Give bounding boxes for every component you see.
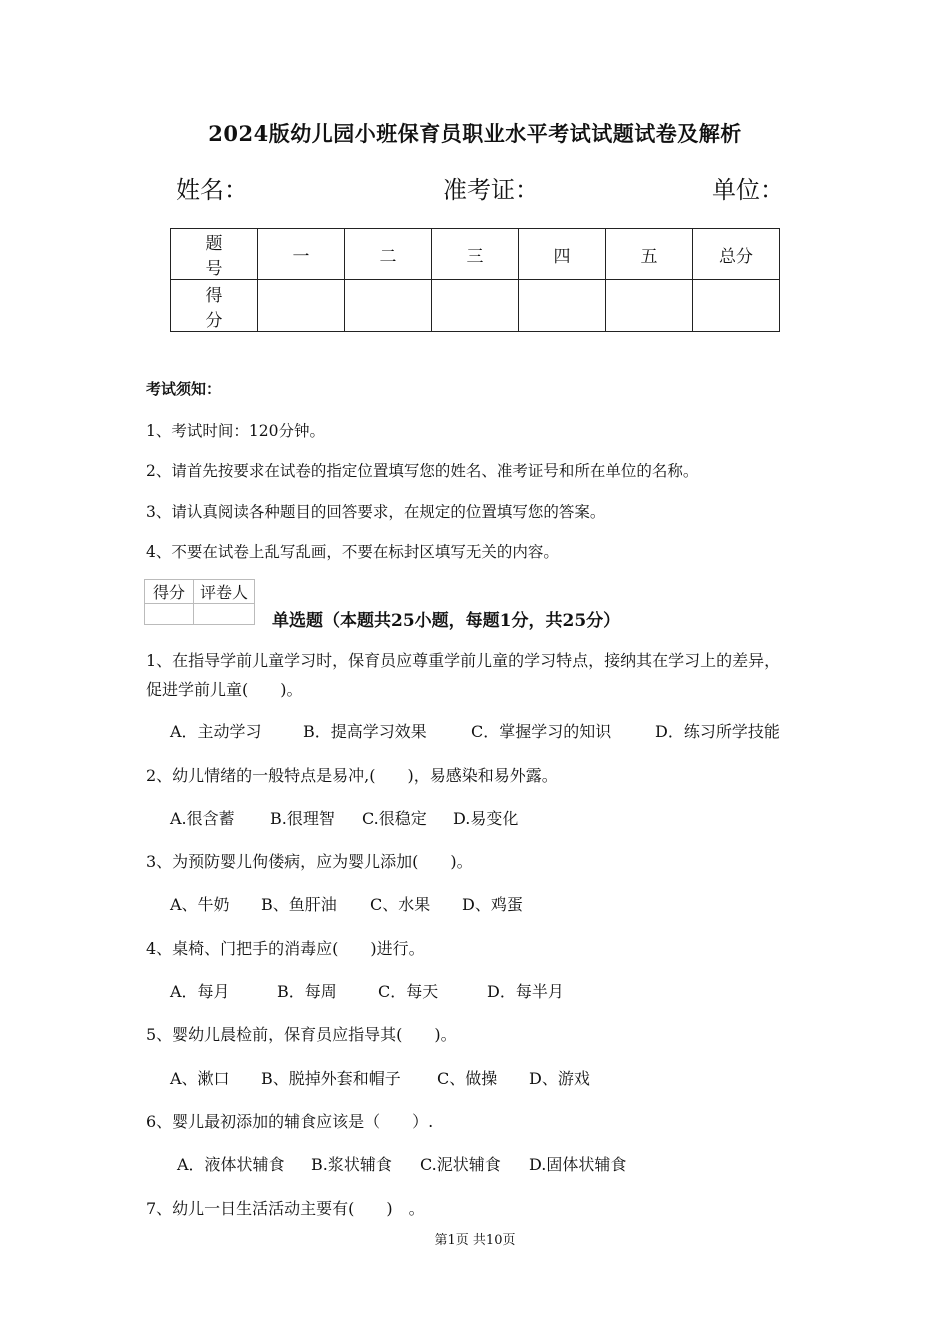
section-header-2: 二 (345, 229, 432, 280)
option-b[interactable]: B．每周 (277, 982, 337, 1001)
section-header-5: 五 (606, 229, 693, 280)
question-stem: 4、桌椅、门把手的消毒应( )进行。 (146, 939, 425, 958)
option-a[interactable]: A.很含蓄 (170, 809, 235, 828)
option-b[interactable]: B.浆状辅食 (311, 1155, 392, 1174)
question-stem: 5、婴幼儿晨检前，保育员应指导其( )。 (146, 1025, 457, 1044)
notice-item: 2、请首先按要求在试卷的指定位置填写您的姓名、准考证号和所在单位的名称。 (146, 462, 699, 480)
option-c[interactable]: C.泥状辅食 (420, 1155, 501, 1174)
score-cell-2[interactable] (345, 280, 432, 332)
option-d[interactable]: D.固体状辅食 (529, 1155, 627, 1174)
document-title: 2024版幼儿园小班保育员职业水平考试试题试卷及解析 (208, 121, 742, 146)
section-header-3: 三 (432, 229, 519, 280)
score-table-header-row (171, 229, 780, 280)
score-row-label: 得 分 (171, 280, 258, 332)
grader-name-label: 评卷人 (194, 580, 255, 604)
total-score-header: 总分 (693, 229, 780, 280)
option-a[interactable]: A、漱口 (170, 1069, 230, 1088)
page-footer: 第1页 共10页 (434, 1233, 516, 1248)
notice-item: 1、考试时间：120分钟。 (146, 422, 325, 440)
name-field-label: 姓名： (176, 176, 248, 204)
question-stem: 3、为预防婴儿佝偻病，应为婴儿添加( )。 (146, 852, 473, 871)
question-number-label: 题 号 (171, 229, 258, 280)
option-b[interactable]: B、脱掉外套和帽子 (261, 1069, 401, 1088)
section-header-1: 一 (258, 229, 345, 280)
question-stem: 2、幼儿情绪的一般特点是易冲,( )，易感染和易外露。 (146, 766, 558, 785)
grader-name-cell[interactable] (194, 604, 255, 625)
option-b[interactable]: B．提高学习效果 (303, 722, 427, 741)
option-d[interactable]: D．练习所学技能 (655, 722, 780, 741)
question-stem: 1、在指导学前儿童学习时，保育员应尊重学前儿童的学习特点，接纳其在学习上的差异， (146, 651, 781, 670)
option-a[interactable]: A．主动学习 (170, 722, 262, 741)
option-c[interactable]: C．每天 (378, 982, 439, 1001)
option-a[interactable]: A．液体状辅食 (177, 1155, 285, 1174)
score-cell-1[interactable] (258, 280, 345, 332)
option-c[interactable]: C、做操 (437, 1069, 498, 1088)
question-stem: 7、幼儿一日生活活动主要有( ) 。 (146, 1199, 425, 1218)
score-cell-4[interactable] (519, 280, 606, 332)
notice-item: 3、请认真阅读各种题目的回答要求，在规定的位置填写您的答案。 (146, 503, 606, 521)
option-a[interactable]: A．每月 (170, 982, 230, 1001)
option-c[interactable]: C、水果 (370, 895, 431, 914)
section-header-4: 四 (519, 229, 606, 280)
option-d[interactable]: D．每半月 (487, 982, 564, 1001)
option-a[interactable]: A、牛奶 (170, 895, 230, 914)
section-title: 单选题（本题共25小题，每题1分，共25分） (272, 611, 621, 631)
unit-field-label: 单位： (712, 176, 784, 204)
option-c[interactable]: C．掌握学习的知识 (471, 722, 612, 741)
option-d[interactable]: D、鸡蛋 (462, 895, 523, 914)
score-cell-3[interactable] (432, 280, 519, 332)
option-b[interactable]: B、鱼肝油 (261, 895, 337, 914)
option-d[interactable]: D.易变化 (453, 809, 519, 828)
exam-id-field-label: 准考证： (443, 176, 539, 204)
score-cell-total[interactable] (693, 280, 780, 332)
option-d[interactable]: D、游戏 (529, 1069, 590, 1088)
grader-score-label: 得分 (145, 580, 194, 604)
score-cell-5[interactable] (606, 280, 693, 332)
notice-heading: 考试须知： (146, 380, 222, 398)
question-stem-continued: 促进学前儿童( )。 (146, 680, 303, 699)
grader-score-cell[interactable] (145, 604, 194, 625)
score-table (170, 228, 780, 332)
score-table-score-row (171, 280, 780, 332)
grader-box (144, 579, 255, 625)
option-c[interactable]: C.很稳定 (362, 809, 427, 828)
notice-item: 4、不要在试卷上乱写乱画，不要在标封区填写无关的内容。 (146, 543, 559, 561)
option-b[interactable]: B.很理智 (270, 809, 335, 828)
question-stem: 6、婴儿最初添加的辅食应该是（ ）. (146, 1112, 434, 1131)
